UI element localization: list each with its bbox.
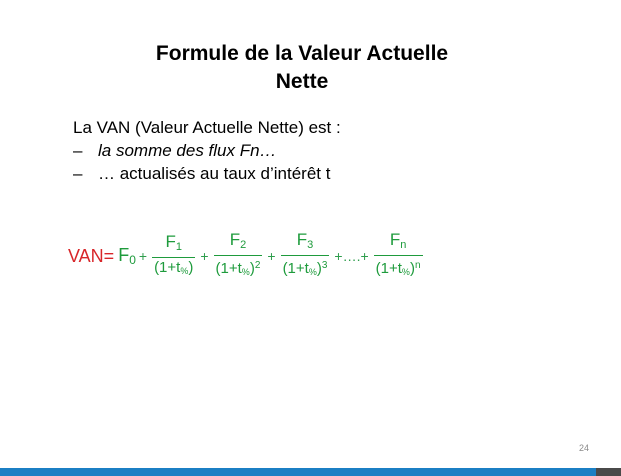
bullet-dash: – [73, 141, 83, 160]
formula-plus: + [200, 248, 209, 264]
formula-term: $\frac{F_1}{(1+t_{\%})}$ [152, 232, 195, 281]
bullet-text: la somme des flux Fn… [98, 141, 277, 160]
title-line-1: Formule de la Valeur Actuelle [155, 42, 449, 65]
van-formula [68, 230, 425, 278]
bullet-text: … actualisés au taux d’intérêt t [98, 164, 331, 183]
title-line-2: Nette [275, 70, 329, 93]
formula-f0: $F_0$ [118, 245, 136, 267]
formula-term: $\frac{F_2}{(1+t_{\%})^2}$ [214, 230, 263, 282]
bullet-item [73, 163, 330, 184]
formula-term: $\frac{F_3}{(1+t_{\%})^3}$ [281, 230, 330, 282]
formula-ellipsis: +….+ [334, 248, 369, 264]
formula-term: $\frac{F_n}{(1+t_{\%})^n}$ [374, 230, 423, 282]
slide-title [0, 40, 604, 96]
bullet-item [73, 140, 277, 161]
formula-plus: + [138, 248, 148, 264]
formula-lhs: VAN= [68, 245, 115, 266]
intro-text: La VAN (Valeur Actuelle Nette) est : [73, 118, 341, 137]
bottom-accent-bar [0, 468, 596, 476]
formula-plus: + [267, 248, 276, 264]
bottom-corner-bar [596, 468, 621, 476]
bullet-dash: – [73, 164, 83, 183]
page-number: 24 [578, 443, 589, 453]
